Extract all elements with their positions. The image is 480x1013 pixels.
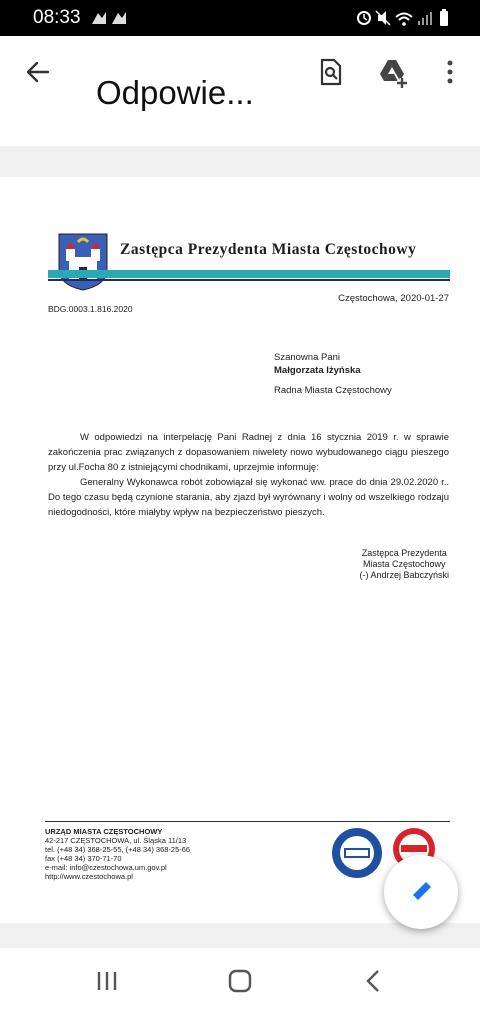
status-left-icons: [90, 9, 130, 32]
recipient-name: Małgorzata Iżyńska: [274, 365, 361, 376]
salutation: Szanowna Pani: [274, 352, 341, 363]
notification-icon: [90, 9, 130, 27]
home-icon: [225, 966, 255, 996]
city-date: Częstochowa, 2020-01-27: [338, 293, 449, 304]
arrow-back-icon: [22, 56, 54, 88]
back-nav-button[interactable]: [358, 966, 388, 996]
city-crest-logo: [58, 233, 108, 291]
footer-org: URZĄD MIASTA CZĘSTOCHOWY: [45, 827, 163, 836]
footer-block: [45, 827, 190, 881]
footer-www: http://www.czestochowa.pl: [45, 872, 133, 881]
letter-body: [48, 430, 449, 520]
edit-pencil-icon: [407, 878, 435, 906]
recipient-block: [274, 351, 392, 397]
back-icon: [358, 966, 388, 996]
paragraph-1: W odpowiedzi na interpelację Pani Radnej z dnia 16 stycznia 2019 r. w sprawie zakończenia prac związanych z dopasowaniem niwelety nowo wybudowanego ciągu pieszego przy ul.Focha 80 z istniejącymi chodnikami, uprzejmie informuję:: [48, 432, 449, 473]
status-time: 08:33: [33, 7, 81, 28]
app-bar: [0, 36, 480, 146]
mute-icon: [376, 11, 390, 25]
reference-number: BDG.0003.1.816.2020: [48, 304, 133, 314]
recipient-title: Radna Miasta Częstochowy: [274, 385, 392, 396]
back-button[interactable]: [22, 56, 54, 88]
header-divider: [48, 270, 450, 278]
footer-address: 42-217 CZĘSTOCHOWA, ul. Śląska 11/13: [45, 836, 187, 845]
recent-apps-button[interactable]: [92, 966, 122, 996]
document-header: Zastępca Prezydenta Miasta Częstochowy: [120, 241, 417, 258]
find-in-page-button[interactable]: [314, 56, 346, 88]
header-divider-dark: [48, 279, 450, 281]
paragraph-2: Generalny Wykonawca robót zobowiązał się wykonać ww. prace do dnia 29.02.2020 r.. Do tego czasu będą czynione starania, aby zjazd był wyrównany i wolny od wszelkiego rodzaju niedogodności, które miałyby wpływ na bezpieczeństwo pieszych.: [48, 477, 449, 518]
footer-divider: [45, 821, 450, 822]
more-options-button[interactable]: [438, 56, 470, 88]
find-in-page-icon: [314, 56, 346, 88]
wifi-icon: [396, 14, 412, 26]
home-button[interactable]: [225, 966, 255, 996]
battery-icon: [440, 9, 448, 26]
footer-email: e-mail: info@czestochowa.um.gov.pl: [45, 863, 167, 872]
recent-apps-icon: [92, 966, 122, 996]
status-right-icons: [356, 9, 452, 32]
add-to-drive-button[interactable]: [378, 56, 410, 88]
alarm-icon: [358, 12, 370, 24]
signature-block: [359, 548, 449, 581]
add-to-drive-icon: [378, 56, 410, 88]
signature-line-2: Miasta Częstochowy: [362, 559, 446, 569]
document-page: [0, 177, 480, 923]
iqnet-certificate-logo: [331, 827, 383, 879]
footer-tel: tel. (+48 34) 368-25-55, (+48 34) 368-25-66: [45, 845, 191, 854]
status-bar: [0, 0, 480, 36]
signature-line-1: Zastępca Prezydenta: [361, 548, 447, 558]
document-title: Odpowie...: [96, 74, 254, 111]
more-vert-icon: [438, 56, 462, 88]
navigation-bar: [0, 948, 480, 1013]
footer-fax: fax (+48 34) 370-71-70: [45, 854, 122, 863]
signal-icon: [418, 12, 432, 25]
edit-fab-button[interactable]: [384, 855, 458, 929]
signature-line-3: (-) Andrzej Babczyński: [359, 570, 449, 580]
